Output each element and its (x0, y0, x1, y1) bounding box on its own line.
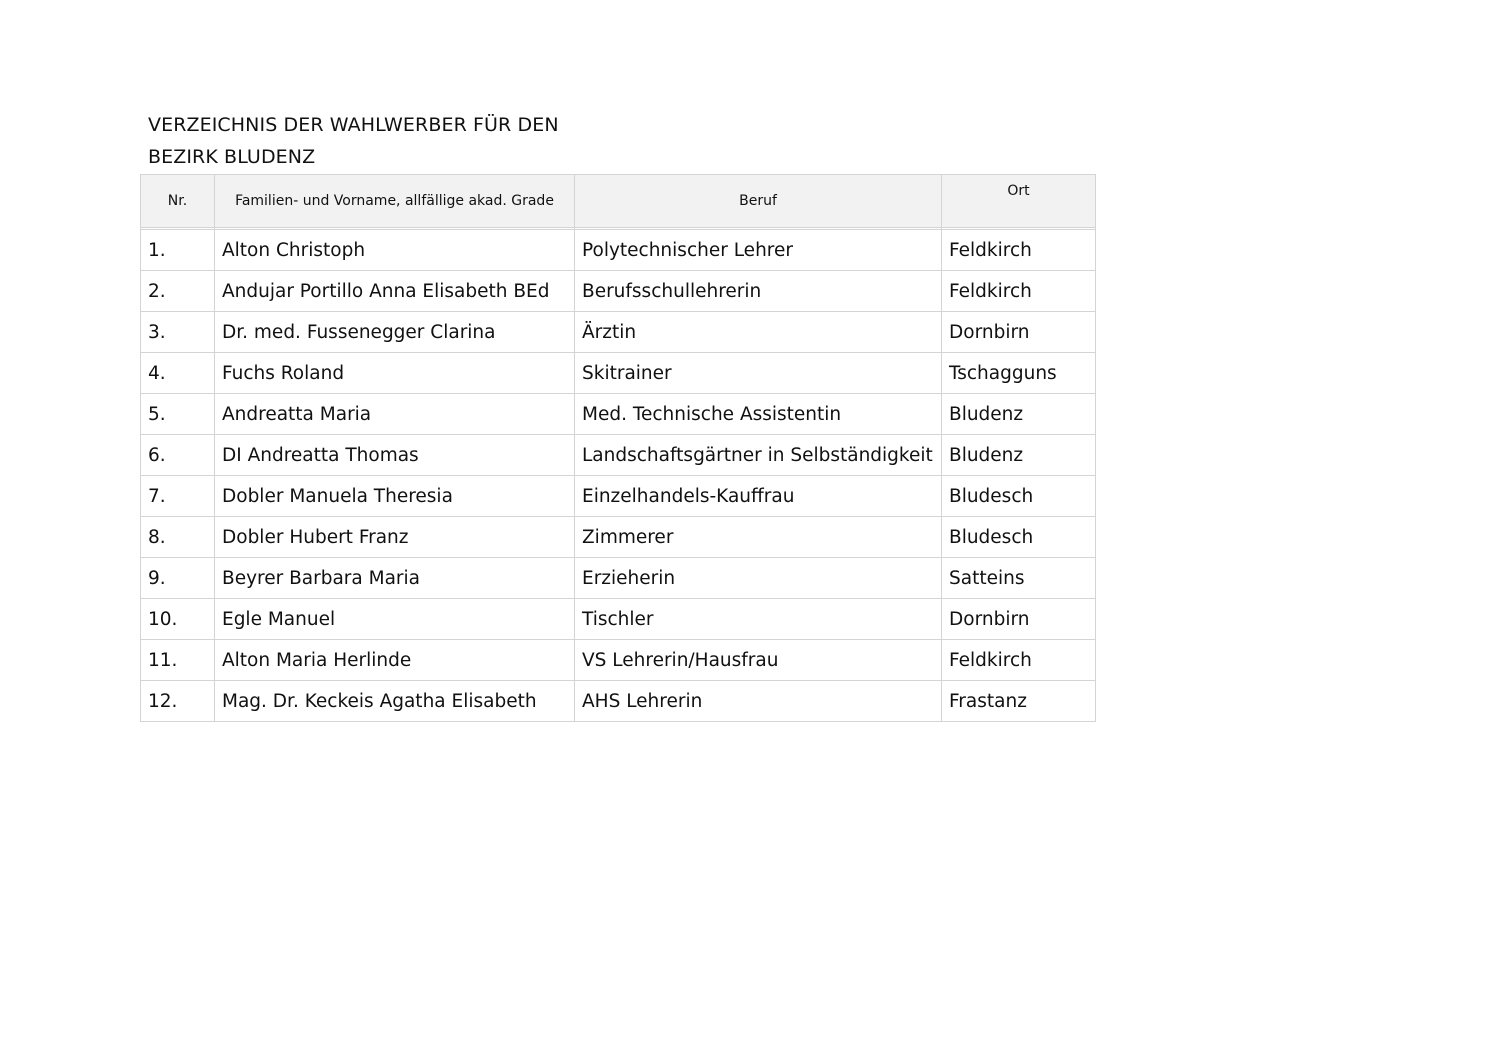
cell-name: Andujar Portillo Anna Elisabeth BEd (215, 271, 575, 312)
table-row (141, 435, 1096, 476)
cell-nr: 12. (141, 681, 215, 722)
table-row (141, 517, 1096, 558)
table-body (141, 228, 1096, 722)
cell-beruf: AHS Lehrerin (575, 681, 942, 722)
cell-beruf: VS Lehrerin/Hausfrau (575, 640, 942, 681)
cell-nr: 4. (141, 353, 215, 394)
cell-name: Beyrer Barbara Maria (215, 558, 575, 599)
cell-ort: Dornbirn (942, 599, 1096, 640)
cell-name: Mag. Dr. Keckeis Agatha Elisabeth (215, 681, 575, 722)
cell-nr: 8. (141, 517, 215, 558)
cell-name: Dobler Hubert Franz (215, 517, 575, 558)
cell-beruf: Einzelhandels-Kauffrau (575, 476, 942, 517)
cell-nr: 1. (141, 230, 215, 271)
table-header (141, 175, 1096, 228)
cell-name: DI Andreatta Thomas (215, 435, 575, 476)
table-row (141, 230, 1096, 271)
document-title-line-1: VERZEICHNIS DER WAHLWERBER FÜR DEN (148, 114, 559, 136)
cell-beruf: Med. Technische Assistentin (575, 394, 942, 435)
cell-name: Andreatta Maria (215, 394, 575, 435)
cell-ort: Feldkirch (942, 230, 1096, 271)
table-row (141, 271, 1096, 312)
table-row (141, 599, 1096, 640)
table-row (141, 640, 1096, 681)
cell-beruf: Zimmerer (575, 517, 942, 558)
cell-nr: 5. (141, 394, 215, 435)
cell-nr: 3. (141, 312, 215, 353)
cell-name: Alton Maria Herlinde (215, 640, 575, 681)
document-title (148, 109, 559, 173)
cell-beruf: Landschaftsgärtner in Selbständigkeit (575, 435, 942, 476)
table-row (141, 681, 1096, 722)
cell-beruf: Berufsschullehrerin (575, 271, 942, 312)
cell-beruf: Tischler (575, 599, 942, 640)
cell-nr: 6. (141, 435, 215, 476)
cell-ort: Bludenz (942, 394, 1096, 435)
cell-beruf: Erzieherin (575, 558, 942, 599)
table-row (141, 312, 1096, 353)
table-row (141, 394, 1096, 435)
header-beruf: Beruf (575, 175, 942, 228)
cell-nr: 10. (141, 599, 215, 640)
cell-ort: Bludesch (942, 476, 1096, 517)
cell-nr: 9. (141, 558, 215, 599)
cell-ort: Frastanz (942, 681, 1096, 722)
header-nr: Nr. (141, 175, 215, 228)
header-row (141, 175, 1096, 228)
cell-nr: 11. (141, 640, 215, 681)
cell-ort: Bludesch (942, 517, 1096, 558)
cell-nr: 2. (141, 271, 215, 312)
cell-beruf: Polytechnischer Lehrer (575, 230, 942, 271)
cell-nr: 7. (141, 476, 215, 517)
cell-name: Alton Christoph (215, 230, 575, 271)
cell-beruf: Ärztin (575, 312, 942, 353)
document-title-line-2: BEZIRK BLUDENZ (148, 146, 316, 168)
cell-name: Dr. med. Fussenegger Clarina (215, 312, 575, 353)
cell-name: Fuchs Roland (215, 353, 575, 394)
header-ort: Ort (942, 175, 1096, 228)
cell-ort: Satteins (942, 558, 1096, 599)
candidates-table (140, 174, 1096, 722)
table-row (141, 353, 1096, 394)
table-row (141, 558, 1096, 599)
cell-beruf: Skitrainer (575, 353, 942, 394)
cell-name: Dobler Manuela Theresia (215, 476, 575, 517)
cell-name: Egle Manuel (215, 599, 575, 640)
cell-ort: Dornbirn (942, 312, 1096, 353)
header-name: Familien- und Vorname, allfällige akad. Grade (215, 175, 575, 228)
table-row (141, 476, 1096, 517)
cell-ort: Feldkirch (942, 640, 1096, 681)
cell-ort: Feldkirch (942, 271, 1096, 312)
cell-ort: Bludenz (942, 435, 1096, 476)
cell-ort: Tschagguns (942, 353, 1096, 394)
